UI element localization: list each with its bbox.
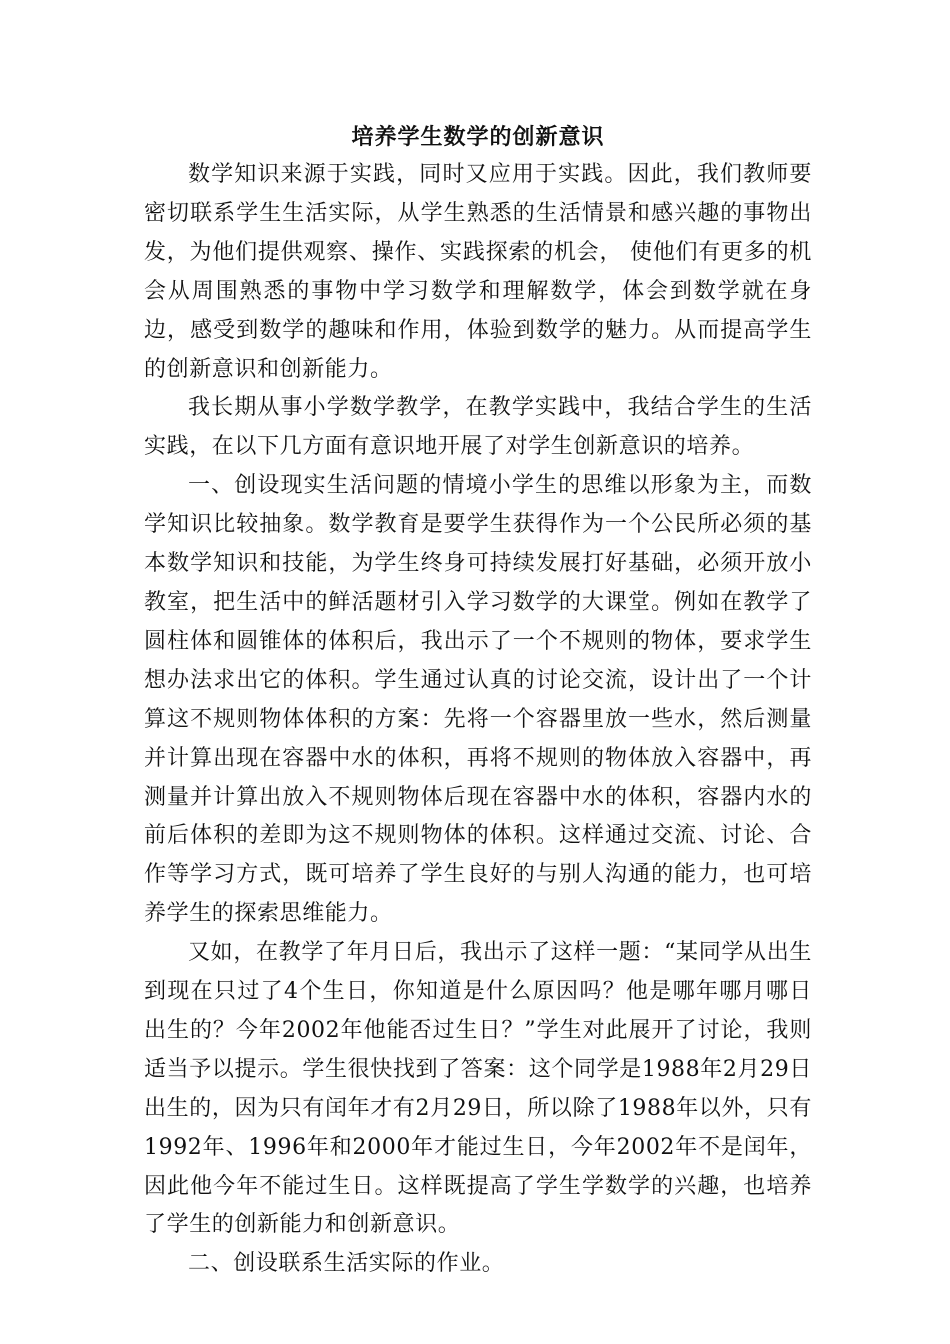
paragraph-example-birthday: 又如，在教学了年月日后，我出示了这样一题：“某同学从出生到现在只过了4个生日，你知道是什么原因吗？他是哪年哪月哪日出生的？今年2002年他能否过生日？”学生对此展开了讨论，我则适当予以提示。学生很快找到了答案：这个同学是1988年2月29日出生的，因为只有闰年才有2月29日，所以除了1988年以外，只有1992年、1996年和2000年才能过生日，今年2002年不是闰年，因此他今年不能过生日。这样既提高了学生学数学的兴趣，也培养了学生的创新能力和创新意识。 xyxy=(144,940,812,1238)
paragraph-section-one: 一、创设现实生活问题的情境小学生的思维以形象为主，而数学知识比较抽象。数学教育是要学生获得作为一个公民所必须的基本数学知识和技能，为学生终身可持续发展打好基础，必须开放小教室，把生活中的鲜活题材引入学习数学的大课堂。例如在教学了圆柱体和圆锥体的体积后，我出示了一个不规则的物体，要求学生想办法求出它的体积。学生通过认真的讨论交流，设计出了一个计算这不规则物体体积的方案：先将一个容器里放一些水，然后测量并计算出现在容器中水的体积，再将不规则的物体放入容器中，再测量并计算出放入不规则物体后现在容器中水的体积，容器内水的前后体积的差即为这不规则物体的体积。这样通过交流、讨论、合作等学习方式，既可培养了学生良好的与别人沟通的能力，也可培养学生的探索思维能力。 xyxy=(144,473,812,927)
document-body xyxy=(144,118,812,1284)
document-title: 培养学生数学的创新意识 xyxy=(351,124,605,150)
paragraph-section-two-heading: 二、创设联系生活实际的作业。 xyxy=(188,1251,505,1277)
paragraph-background: 我长期从事小学数学教学，在教学实践中，我结合学生的生活实践，在以下几方面有意识地开展了对学生创新意识的培养。 xyxy=(144,395,812,460)
paragraph-intro: 数学知识来源于实践，同时又应用于实践。因此，我们教师要密切联系学生生活实际，从学生熟悉的生活情景和感兴趣的事物出发，为他们提供观察、操作、实践探索的机会， 使他们有更多的机会从周围熟悉的事物中学习数学和理解数学，体会到数学就在身边，感受到数学的趣味和作用，体验到数学的魅力。从而提高学生的创新意识和创新能力。 xyxy=(144,162,812,382)
